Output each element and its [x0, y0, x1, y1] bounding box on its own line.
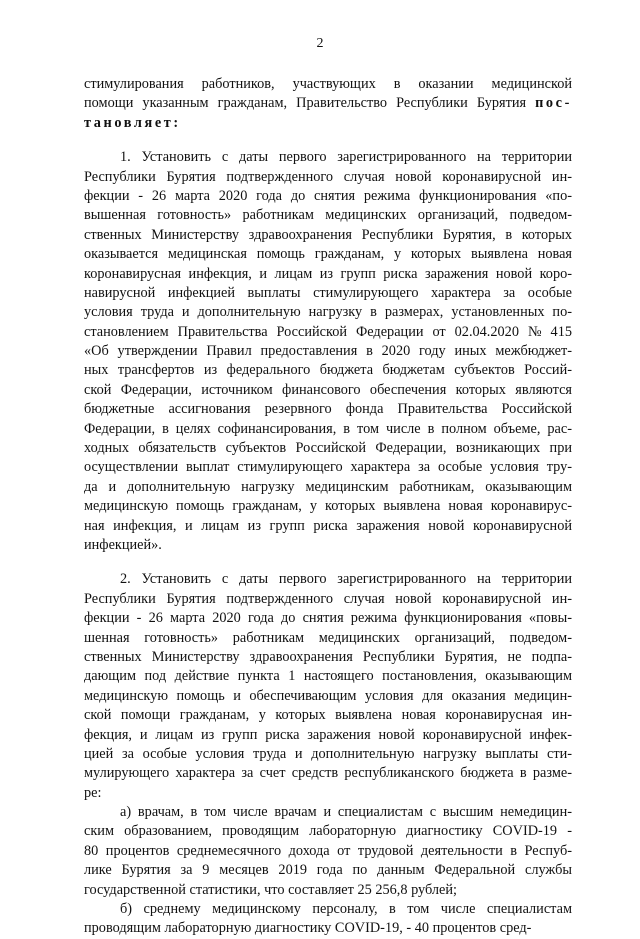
text-line: 1. Установить с даты первого зарегистрированного на территории: [120, 149, 572, 166]
subitem-a: [84, 803, 572, 900]
text-line: [84, 94, 572, 113]
text-line: ственных Министерству здравоохранения Республики Бурятия, в которых: [84, 226, 572, 243]
decree-word-part2: тановляет:: [84, 114, 181, 131]
text-line: лике Бурятия за 9 месяцев 2019 года по данным Федеральной службы: [84, 862, 572, 879]
text-line: ных трансфертов из федерального бюджета бюджетам субъектов Россий-: [84, 362, 572, 379]
text-line: Федерации, в целях софинансирования, в том числе в полном объеме, рас-: [84, 420, 572, 437]
text-line: ским образованием, проводящим лабораторную диагностику COVID-19 -: [84, 823, 572, 840]
subitem-b: [84, 900, 572, 939]
text-line: государственной статистики, что составляет 25 256,8 рублей;: [84, 881, 458, 898]
text-line: осуществлении выплат стимулирующего характера за особые условия тру-: [84, 459, 572, 476]
text-line: ходных обязательств субъектов Российской Федерации, возникающих при: [84, 440, 572, 457]
text-line: проводящим лабораторную диагностику COVID-19, - 40 процентов сред-: [84, 920, 532, 937]
text-line: бюджетные ассигнования резервного фонда Правительства Российской: [84, 401, 572, 418]
text-line: 2. Установить с даты первого зарегистрированного на территории: [120, 571, 572, 588]
document-body: [84, 75, 572, 939]
text-line: медицинскую помощь гражданам, у которых выявлена новая коронавирус-: [84, 498, 572, 515]
paragraph-1: [84, 148, 572, 555]
text-line: ской помощи гражданам, у которых выявлена новая коронавирусная ин-: [84, 707, 572, 724]
text-line: оказывается медицинская помощь гражданам, у которых выявлена новая: [84, 246, 572, 263]
text-line: Республики Бурятия подтвержденного случая новой коронавирусной ин-: [84, 168, 572, 185]
text-fragment: помощи указанным гражданам, Правительство Республики Бурятия: [84, 95, 527, 112]
text-line: фекция, и лицам из групп риска заражения новой коронавирусной инфек-: [84, 726, 572, 743]
paragraph-2: [84, 570, 572, 803]
text-line: фекции - 26 марта 2020 года до снятия режима функционирования «повы-: [84, 610, 572, 627]
text-line: ре:: [84, 784, 102, 801]
text-line: становлением Правительства Российской Федерации от 02.04.2020 № 415: [84, 323, 572, 340]
decree-word-part1: пос-: [535, 95, 572, 112]
text-line: ственных Министерству здравоохранения Республики Бурятия, не подпа-: [84, 648, 572, 665]
text-line: 80 процентов среднемесячного дохода от трудовой деятельности в Респуб-: [84, 842, 572, 859]
text-line: цией за особые условия труда и дополнительную нагрузку выплаты сти-: [84, 745, 572, 762]
text-line: мулирующего характера за счет средств республиканского бюджета в разме-: [84, 765, 572, 782]
text-line: дающим под действие пункта 1 настоящего постановления, оказывающим: [84, 668, 572, 685]
text-line: инфекцией».: [84, 536, 162, 553]
text-line: шенная готовность» работникам медицинских организаций, подведом-: [84, 629, 572, 646]
text-line: а) врачам, в том числе врачам и специалистам с высшим немедицин-: [120, 804, 572, 821]
text-line: стимулирования работников, участвующих в оказании медицинской: [84, 76, 572, 92]
text-line: б) среднему медицинскому персоналу, в том числе специалистам: [120, 901, 572, 918]
text-line: фекции - 26 марта 2020 года до снятия режима функционирования «по-: [84, 187, 572, 204]
text-line: ная инфекция, и лицам из групп риска заражения новой коронавирусной: [84, 517, 572, 534]
text-line: условия труда и дополнительную нагрузку в размерах, установленных по-: [84, 304, 572, 321]
text-line: «Об утверждении Правил предоставления в 2020 году иных межбюджет-: [84, 343, 572, 360]
text-line: коронавирусная инфекция, и лицам из групп риска заражения новой коро-: [84, 265, 572, 282]
text-line: Республики Бурятия подтвержденного случая новой коронавирусной ин-: [84, 590, 572, 607]
text-line: вышенная готовность» работникам медицинских организаций, подведом-: [84, 207, 572, 224]
text-line: медицинскую помощь и обеспечивающим условия для оказания медицин-: [84, 687, 572, 704]
text-line: да и дополнительную нагрузку медицинским работникам, оказывающим: [84, 478, 572, 495]
page-number: 2: [316, 36, 324, 51]
text-line: навирусной инфекцией выплаты стимулирующего характера за особые: [84, 284, 572, 301]
intro-paragraph: [84, 75, 572, 133]
text-line: ской Федерации, источником финансового обеспечения которых являются: [84, 381, 572, 398]
